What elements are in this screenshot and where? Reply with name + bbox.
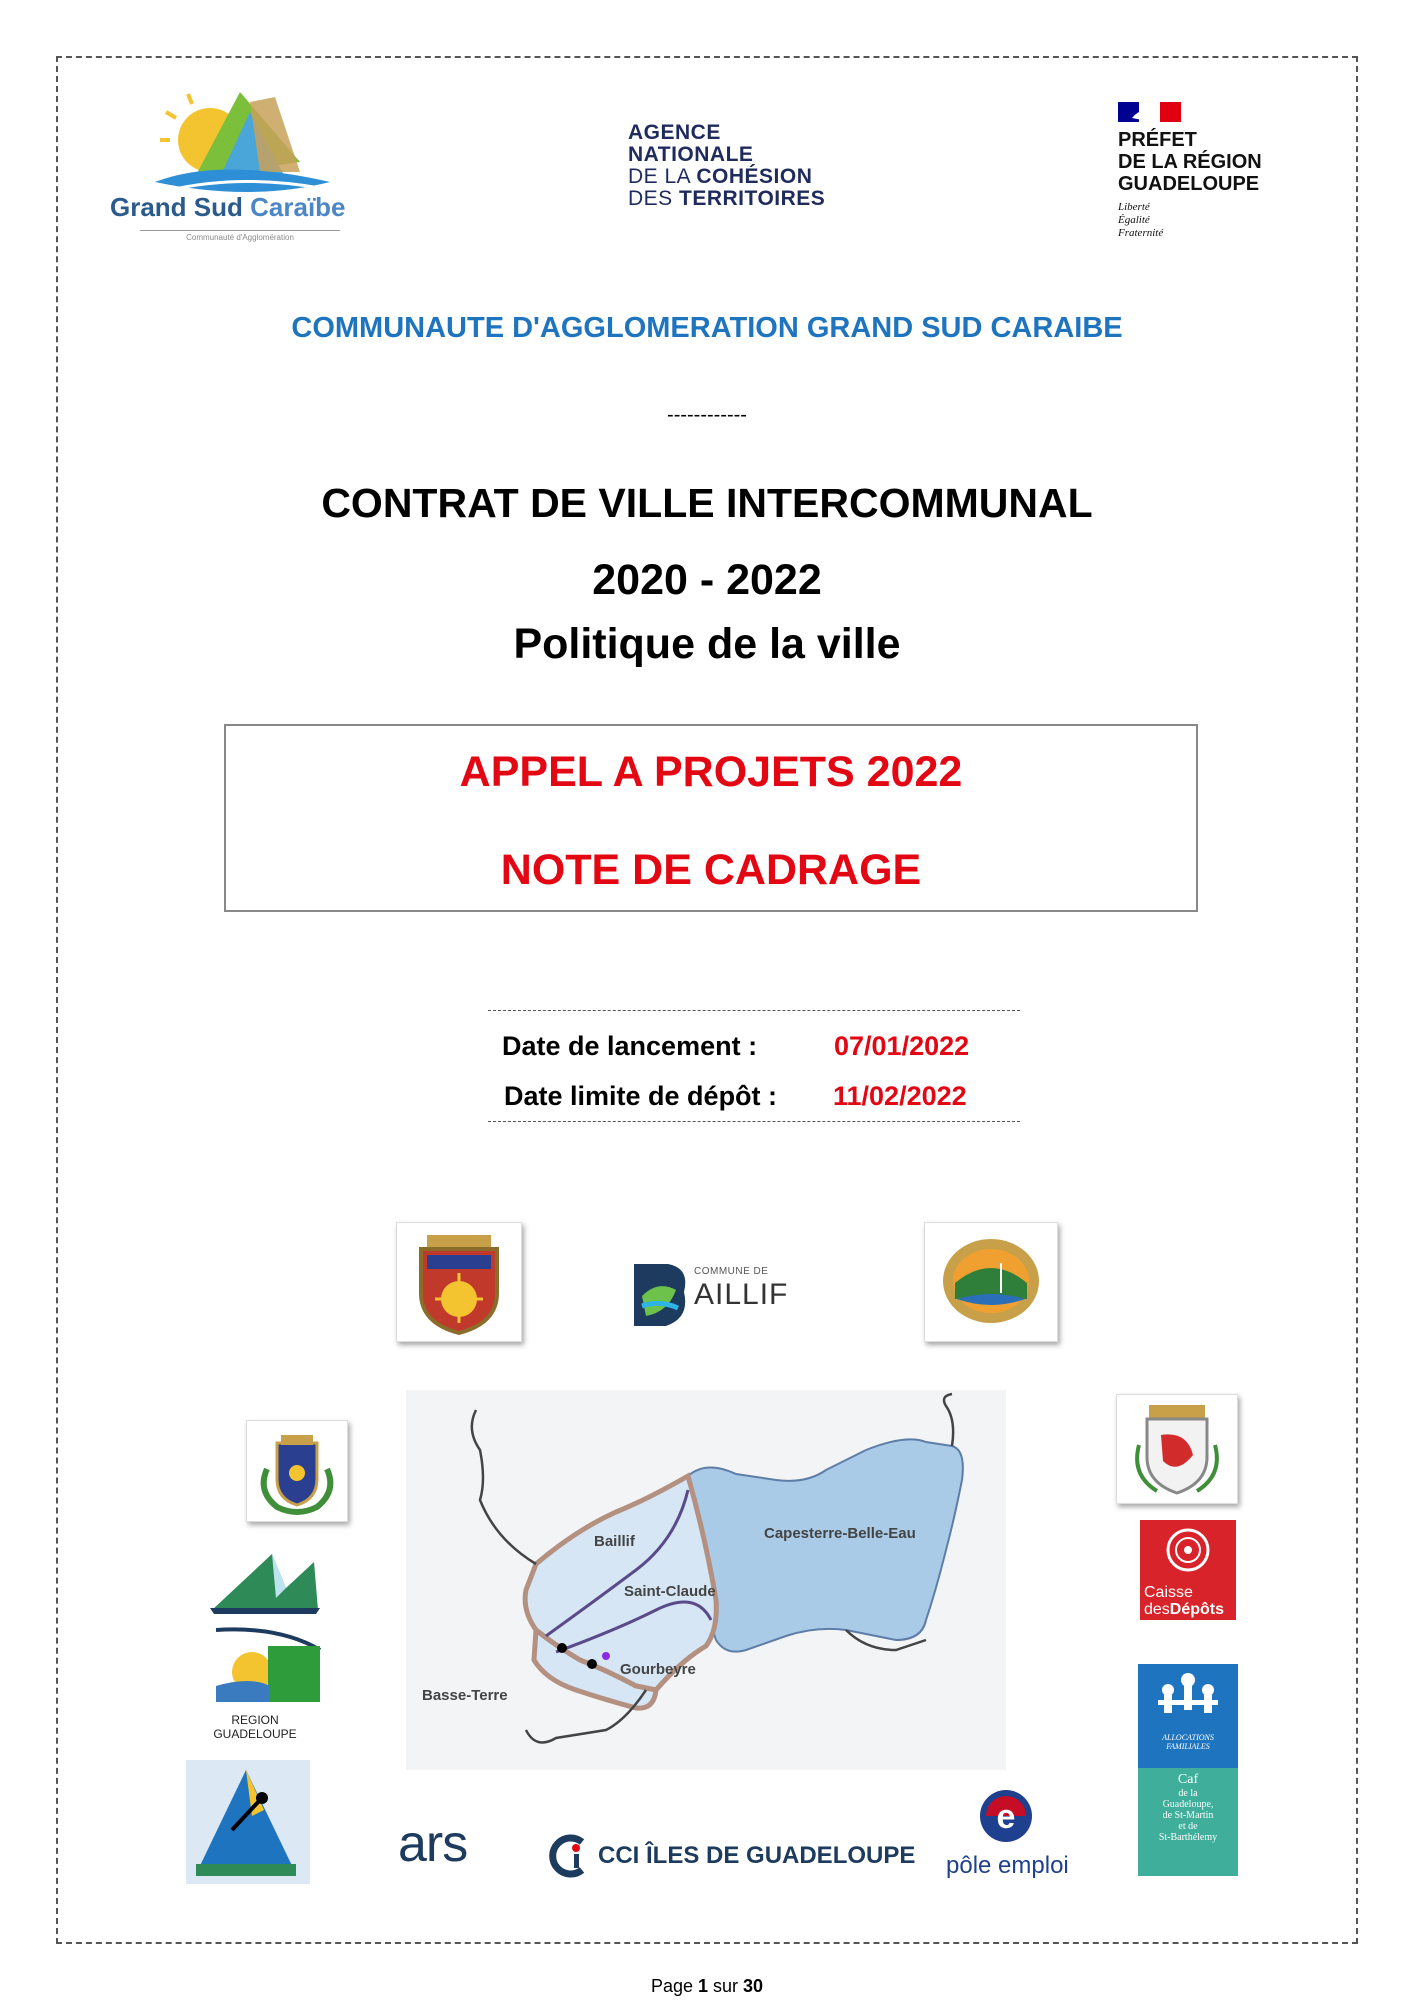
gourbeyre-arms-icon xyxy=(1117,1395,1237,1503)
caf-alloc-line2: FAMILIALES xyxy=(1166,1742,1210,1751)
territory-map-svg xyxy=(406,1390,1006,1770)
capesterre-emblem xyxy=(925,1223,1057,1341)
separator: ------------ xyxy=(667,404,747,426)
svg-text:e: e xyxy=(996,1798,1016,1836)
caf-line4: et de xyxy=(1178,1821,1198,1832)
map-label-baillif: Baillif xyxy=(594,1533,635,1550)
footer-page-number: 1 xyxy=(697,1976,708,1996)
title-contract: CONTRAT DE VILLE INTERCOMMUNAL xyxy=(321,480,1093,526)
grand-sud-caraibe-name: Grand Sud Caraïbe xyxy=(110,192,346,222)
pole-emploi-logo xyxy=(940,1786,1080,1886)
region-label-line1: REGION xyxy=(231,1713,279,1727)
mission-locale-logo xyxy=(186,1760,310,1884)
region-label-line2: GUADELOUPE xyxy=(213,1727,297,1741)
caisse-label-depots: Dépôts xyxy=(1169,1601,1225,1618)
caf-logo xyxy=(1138,1664,1238,1876)
title-policy: Politique de la ville xyxy=(513,620,901,668)
devise-egalite: Égalité xyxy=(1118,214,1150,226)
parc-national-logo xyxy=(206,1548,326,1618)
deadline-value: 11/02/2022 xyxy=(833,1081,967,1111)
map-label-saint-claude: Saint-Claude xyxy=(624,1583,716,1600)
grand-sud-caraibe-subtitle: Communauté d'Agglomération xyxy=(140,230,340,242)
caf-line1: de la xyxy=(1178,1788,1198,1799)
region-guadeloupe-logo xyxy=(210,1626,326,1746)
anct-logo: AGENCE NATIONALE DE LA COHÉSION DES TERRITOIRES xyxy=(628,121,826,210)
marianne-flag-icon xyxy=(1118,100,1182,124)
title-years: 2020 - 2022 xyxy=(592,556,822,604)
baillif-commune-label: COMMUNE DE xyxy=(694,1266,769,1277)
mountain-emblem xyxy=(206,1548,326,1618)
deadline-label: Date limite de dépôt : xyxy=(504,1081,778,1111)
caf-family-icon xyxy=(1138,1664,1238,1728)
cci-emblem xyxy=(546,1834,590,1878)
page-footer xyxy=(0,1976,1414,1997)
ars-wordmark: ars xyxy=(398,1815,468,1873)
grand-sud-caraibe-logo xyxy=(100,82,380,262)
cci-logo xyxy=(546,1834,916,1878)
caf-line5: St-Barthélemy xyxy=(1158,1832,1218,1843)
caisse-label-des: des xyxy=(1144,1601,1170,1618)
map-label-gourbeyre: Gourbeyre xyxy=(620,1661,696,1678)
pole-emploi-emblem xyxy=(976,1786,1036,1846)
baillif-logo xyxy=(628,1256,788,1336)
devise-liberte: Liberté xyxy=(1118,201,1150,213)
territory-map xyxy=(406,1390,1006,1770)
framework-note-title: NOTE DE CADRAGE xyxy=(500,846,922,894)
prefet-logo xyxy=(1118,100,1262,240)
prefet-line3: GUADELOUPE xyxy=(1118,173,1260,195)
region-emblem xyxy=(210,1626,326,1702)
prefet-line1: PRÉFET xyxy=(1118,129,1197,151)
gourbeyre-arms-logo xyxy=(1116,1394,1238,1504)
caf-name: Caf xyxy=(1177,1772,1199,1787)
launch-date-label: Date de lancement : xyxy=(502,1031,758,1061)
map-label-basse-terre: Basse-Terre xyxy=(422,1687,508,1704)
footer-middle: sur xyxy=(708,1976,744,1996)
devise-fraternite: Fraternité xyxy=(1118,227,1164,239)
cci-name: CCI ÎLES DE GUADELOUPE xyxy=(598,1842,916,1869)
dates-block xyxy=(488,1010,1020,1122)
caisse-seal-icon xyxy=(1140,1520,1236,1580)
map-label-capesterre: Capesterre-Belle-Eau xyxy=(764,1525,916,1542)
basse-terre-arms-logo xyxy=(246,1420,348,1522)
caf-line2: Guadeloupe, xyxy=(1162,1799,1214,1810)
organisation-name: COMMUNAUTE D'AGGLOMERATION GRAND SUD CARAIBE xyxy=(291,312,1123,344)
mission-locale-emblem xyxy=(186,1760,310,1884)
caisse-des-depots-logo xyxy=(1140,1520,1236,1620)
baillif-name: AILLIF xyxy=(694,1278,789,1311)
prefet-line2: DE LA RÉGION xyxy=(1118,151,1262,173)
capesterre-region xyxy=(688,1439,963,1651)
pole-emploi-name: pôle emploi xyxy=(946,1852,1069,1879)
commune-coat-of-arms-logo xyxy=(396,1222,522,1342)
caf-alloc-line1: ALLOCATIONS xyxy=(1162,1733,1214,1742)
call-for-projects-box xyxy=(224,724,1198,912)
caisse-label-line1: Caisse xyxy=(1144,1584,1193,1601)
footer-total-pages: 30 xyxy=(743,1976,764,1996)
caf-line3: de St-Martin xyxy=(1162,1810,1214,1821)
launch-date-value: 07/01/2022 xyxy=(834,1031,970,1061)
baillif-emblem xyxy=(628,1256,692,1332)
ars-logo xyxy=(398,1815,508,1882)
basse-terre-arms-icon xyxy=(247,1421,347,1521)
footer-prefix: Page xyxy=(650,1976,698,1996)
caf-header xyxy=(1138,1664,1238,1768)
coat-of-arms-icon xyxy=(397,1223,521,1341)
caf-body xyxy=(1138,1768,1238,1876)
capesterre-logo xyxy=(924,1222,1058,1342)
call-for-projects-title: APPEL A PROJETS 2022 xyxy=(459,748,963,796)
